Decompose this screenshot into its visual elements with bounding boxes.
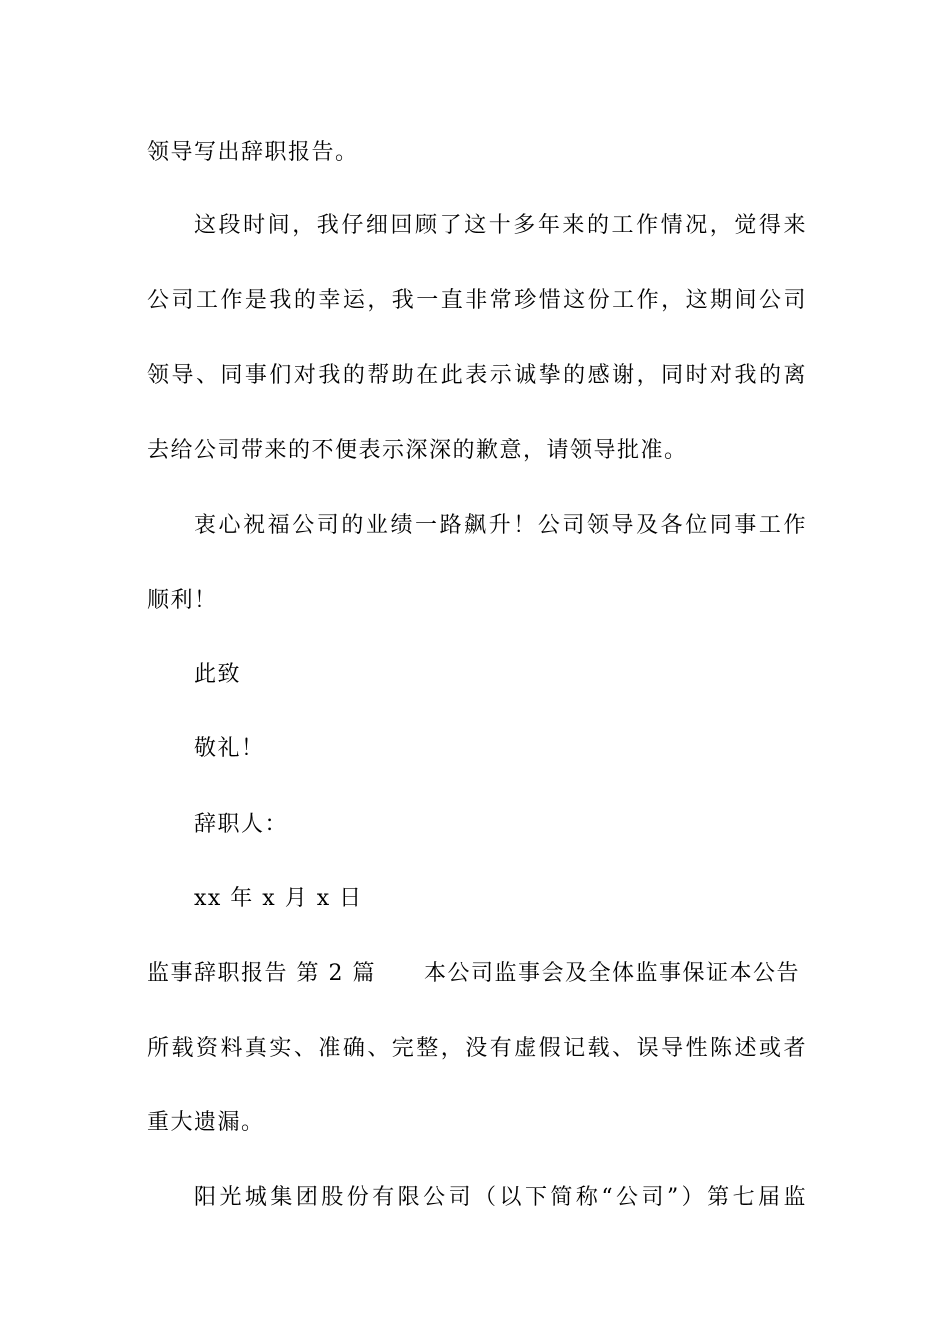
text-line: 重大遗漏。 <box>147 1110 265 1135</box>
text-line: 阳光城集团股份有限公司（以下简称“公司”）第七届监 <box>194 1185 807 1210</box>
text-line: 领导写出辞职报告。 <box>147 140 359 165</box>
text-line: 此致 <box>194 662 242 687</box>
text-line: 敬礼！ <box>194 736 265 761</box>
text-line: xx 年 x 月 x 日 <box>194 886 363 911</box>
text-line: 领导、同事们对我的帮助在此表示诚挚的感谢，同时对我的离 <box>147 363 807 388</box>
text-line: 顺利！ <box>147 588 218 613</box>
text-line: 这段时间，我仔细回顾了这十多年来的工作情况，觉得来 <box>194 213 807 238</box>
text-line: 辞职人： <box>194 812 289 837</box>
text-line <box>147 959 807 989</box>
text-run: 本公司监事会及全体监事保证本公告 <box>423 961 800 986</box>
text-line: 公司工作是我的幸运，我一直非常珍惜这份工作，这期间公司 <box>147 288 807 313</box>
text-line: 衷心祝福公司的业绩一路飙升！公司领导及各位同事工作 <box>194 513 807 538</box>
text-line: 所载资料真实、准确、完整，没有虚假记载、误导性陈述或者 <box>147 1036 807 1061</box>
section-heading: 监事辞职报告 第 2 篇 <box>147 961 376 986</box>
text-line: 去给公司带来的不便表示深深的歉意，请领导批准。 <box>147 438 688 463</box>
